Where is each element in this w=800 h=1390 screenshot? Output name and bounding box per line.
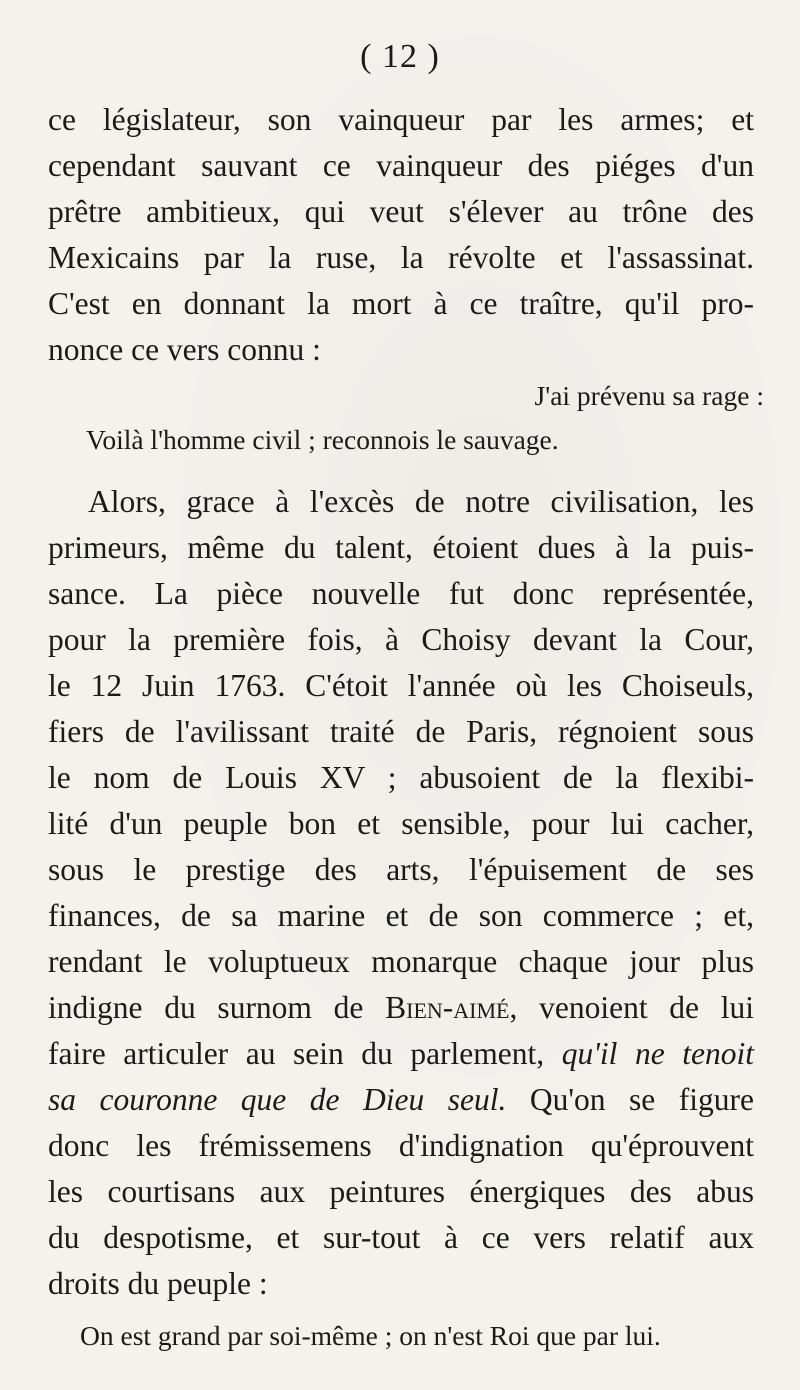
text-line: nonce ce vers connu : [48, 332, 321, 367]
text-line: ce législateur, son vainqueur par les armes; et [48, 102, 754, 137]
italic-quote: sa couronne que de Dieu seul. [48, 1082, 507, 1117]
paragraph-line: primeurs, même du talent, étoient dues à la puis- [48, 530, 754, 565]
paragraph-line: du despotisme, et sur-tout à ce vers relatif aux [48, 1220, 754, 1255]
bien-aime-smallcaps: Bien-aimé [385, 990, 510, 1025]
verse-line: On est grand par soi-même ; on n'est Roi que par lui. [80, 1320, 661, 1351]
line-text: indigne du surnom de [48, 990, 386, 1025]
text-line: cependant sauvant ce vainqueur des piéges d'un [48, 148, 754, 183]
line-text: , venoient de lui [509, 990, 755, 1025]
verse-line-right: J'ai prévenu sa rage : [534, 380, 764, 411]
paragraph-line: finances, de sa marine et de son commerce ; et, [48, 898, 754, 933]
paragraph-line: lité d'un peuple bon et sensible, pour lui cacher, [48, 806, 754, 841]
text-line: Mexicains par la ruse, la révolte et l'assassinat. [48, 240, 754, 275]
text-line: prêtre ambitieux, qui veut s'élever au trône des [48, 194, 754, 229]
paragraph-line: Alors, grace à l'excès de notre civilisation, les [88, 484, 754, 519]
paragraph-line: le nom de Louis XV ; abusoient de la flexibi- [48, 760, 754, 795]
paragraph-line-parlement [48, 1032, 754, 1076]
paragraph-line-couronne [48, 1078, 754, 1122]
paragraph-line: droits du peuple : [48, 1266, 268, 1301]
paragraph-line: pour la première fois, à Choisy devant la Cour, [48, 622, 754, 657]
paragraph-line: les courtisans aux peintures énergiques des abus [48, 1174, 754, 1209]
paragraph-line: sous le prestige des arts, l'épuisement de ses [48, 852, 754, 887]
italic-quote: qu'il ne tenoit [561, 1036, 754, 1071]
verse-line: Voilà l'homme civil ; reconnois le sauvage. [86, 424, 559, 455]
text-line: C'est en donnant la mort à ce traître, qu'il pro- [48, 286, 754, 321]
paragraph-line: fiers de l'avilissant traité de Paris, régnoient sous [48, 714, 754, 749]
line-text: Qu'on se figure [506, 1082, 754, 1117]
paragraph-line: le 12 Juin 1763. C'étoit l'année où les Choiseuls, [48, 668, 754, 703]
line-text: faire articuler au sein du parlement, [48, 1036, 562, 1071]
paragraph-line-bienaime [48, 986, 754, 1030]
paragraph-line: rendant le voluptueux monarque chaque jour plus [48, 944, 754, 979]
paragraph-line: donc les frémissemens d'indignation qu'éprouvent [48, 1128, 754, 1163]
page-number: ( 12 ) [360, 38, 440, 75]
paragraph-line: sance. La pièce nouvelle fut donc représentée, [48, 576, 754, 611]
